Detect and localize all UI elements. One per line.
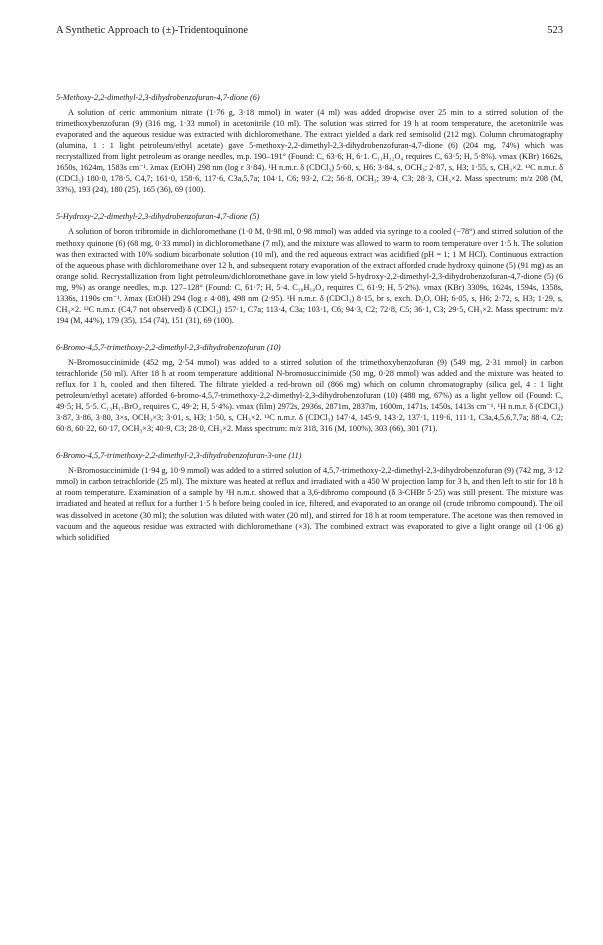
section-compound-5 xyxy=(56,211,563,325)
section-heading: 5-Methoxy-2,2-dimethyl-2,3-dihydrobenzofuran-4,7-dione (6) xyxy=(56,93,260,102)
section-paragraph: N-Bromosuccinimide (1·94 g, 10·9 mmol) was added to a stirred solution of 4,5,7-trimethoxy-2,2-dimethyl-2,3-dihydrobenzofuran (9) (742 mg, 3·12 mmol) in carbon tetrachloride (25 ml). The mixture was heated at reflux and irradiated with a 450 W projection lamp for 3 h, and then left to stir for 18 h at room temperature. Examination of a sample by ¹H n.m.r. showed that a 3,6-dibromo compound (δ 3-CHBr 5·25) was still present. The mixture was irradiated and heated at reflux for a further 1·5 h before being cooled in ice, filtered, and evaporated to an orange oil (crude tribromo compound). The oil was dissolved in acetone (30 ml); the solution was diluted with water (20 ml), and stirred for 18 h at room temperature. The acetone was then removed in vacuum and the aqueous residue was extracted with dichloromethane (×3). The combined extract was evaporated to give a light orange oil (1·06 g) which solidified xyxy=(56,466,563,542)
section-compound-11 xyxy=(56,450,563,542)
article-body xyxy=(56,92,563,543)
section-compound-10 xyxy=(56,342,563,434)
section-compound-6 xyxy=(56,92,563,195)
section-heading: 6-Bromo-4,5,7-trimethoxy-2,2-dimethyl-2,3-dihydrobenzofuran-3-one (11) xyxy=(56,451,302,461)
section-paragraph: A solution of boron tribromide in dichloromethane (1·0 M, 0·98 ml, 0·98 mmol) was added via syringe to a cooled (−78°) and stirred solution of the methoxy quinone (6) (68 mg, 0·33 mmol) in dichloromethane (7 ml), and the mixture was allowed to warm to room temperature over 1·5 h. The solution was then extracted with 10% sodium bicarbonate solution (10 ml), and the red aqueous extract was acidified (pH = 1; 1 M HCl). Continuous extraction of the aqueous phase with dichloromethane over 12 h, and subsequent rotary evaporation of the extract afforded crude hydroxy quinone (5) (91 mg) as an orange solid. Recrystallization from light petroleum/dichloromethane gave in low yield 5-hydroxy-2,2-dimethyl-2,3-dihydrobenzofuran-4,7-dione (5) (6 mg, 9%) as orange needles, m.p. 127–128° (Found: C, 61·7; H, 5·4. C₁₀H₁₀O₄ requires C, 61·9; H, 5·2%). νmax (KBr) 3309s, 1624s, 1594s, 1358s, 1336s, 1190s cm⁻¹. λmax (EtOH) 294 (log ε 4·08), 498 nm (2·95). ¹H n.m.r. δ (CDCl₃) 8·15, br s, exch. D₂O, OH; 6·05, s, H6; 2·72, s, H3; 1·29, s, CH₃×2. ¹³C n.m.r. (C4,7 not observed) δ (CDCl₃) 157·1, C7a; 113·4, C3a; 103·1, C6; 94·3, C2; 72·8, C5; 36·1, C3; 29·5, CH₃×2. Mass spectrum: m/z 194 (M, 44%), 179 (35), 154 (74), 151 (31), 69 (100). xyxy=(56,227,563,325)
page-number: 523 xyxy=(547,25,563,36)
running-head xyxy=(56,24,563,38)
section-heading: 6-Bromo-4,5,7-trimethoxy-2,2-dimethyl-2,3-dihydrobenzofuran (10) xyxy=(56,342,281,352)
section-heading: 5-Hydroxy-2,2-dimethyl-2,3-dihydrobenzofuran-4,7-dione (5) xyxy=(56,212,260,222)
section-paragraph: N-Bromosuccinimide (452 mg, 2·54 mmol) was added to a stirred solution of the trimethoxybenzofuran (9) (549 mg, 2·31 mmol) in carbon tetrachloride (50 ml). After 18 h at room temperature additional N-bromosuccinimide (50 mg, 0·28 mmol) was added and the mixture was heated to reflux for 1 h, cooled and then filtered. The filtrate yielded a red-brown oil (866 mg) which on column chromatography (silica gel, 4 : 1 light petroleum/ethyl acetate) afforded 6-bromo-4,5,7-trimethoxy-2,2-dimethyl-2,3-dihydrobenzofuran (10) (488 mg, 67%) as a light yellow oil (Found: C, 49·5; H, 5·5. C₁₃H₁₇BrO₄ requires C, 49·2; H, 5·4%). νmax (film) 2972s, 2936s, 2871m, 2837m, 1600m, 1471s, 1450s, 1413s cm⁻¹. ¹H n.m.r. δ (CDCl₃) 3·87, 3·86, 3·80, 3×s, OCH₃×3; 3·01, s, H3; 1·50, s, CH₃×2. ¹³C n.m.r. δ (CDCl₃) 147·4, 145·9, 143·2, 137·1, 119·6, 111·1, C3a,4,5,6,7,7a; 88·4, C2; 60·8, 60·22, 60·17, OCH₃×3; 40·9, C3; 28·0, CH₃×2. Mass spectrum: m/z 318, 316 (M, 100%), 303 (66), 301 (71). xyxy=(56,357,563,434)
section-paragraph: A solution of ceric ammonium nitrate (1·76 g, 3·18 mmol) in water (4 ml) was added dropwise over 25 min to a stirred solution of the trimethoxybenzofuran (9) (316 mg, 1·33 mmol) in acetonitrile (10 ml). The solution was stirred for 19 h at room temperature, the acetonitrile was evaporated and the aqueous residue was extracted with dichloromethane. The extract yielded a dark red semisolid (212 mg). Column chromatography (alumina, 1 : 1 light petroleum/ethyl acetate) gave 5-methoxy-2,2-dimethyl-2,3-dihydrobenzofuran-4,7-dione (6) (204 mg, 74%) which was recrystallized from light petroleum as orange needles, m.p. 190–191° (Found: C, 63·6; H, 6·1. C₁₁H₁₂O₄ requires C, 63·5; H, 5·8%). νmax (KBr) 1662s, 1650s, 1624m, 1583s cm⁻¹. λmax (EtOH) 298 nm (log ε 3·84). ¹H n.m.r. δ (CDCl₃) 5·60, s, H6; 3·84, s, OCH₃; 2·87, s, H3; 1·55, s, CH₃×2. ¹³C n.m.r. δ (CDCl₃) 180·0, 178·5, C4,7; 161·0, 158·6, 117·6, C3a,5,7a; 104·1, C6; 93·2, C2; 56·8, OCH₃; 39·4, C3; 28·3, CH₃×2. Mass spectrum: m/z 208 (M, 33%), 193 (24), 180 (25), 165 (36), 69 (100). xyxy=(56,108,563,195)
running-head-title: A Synthetic Approach to (±)-Tridentoquinone xyxy=(56,25,249,36)
